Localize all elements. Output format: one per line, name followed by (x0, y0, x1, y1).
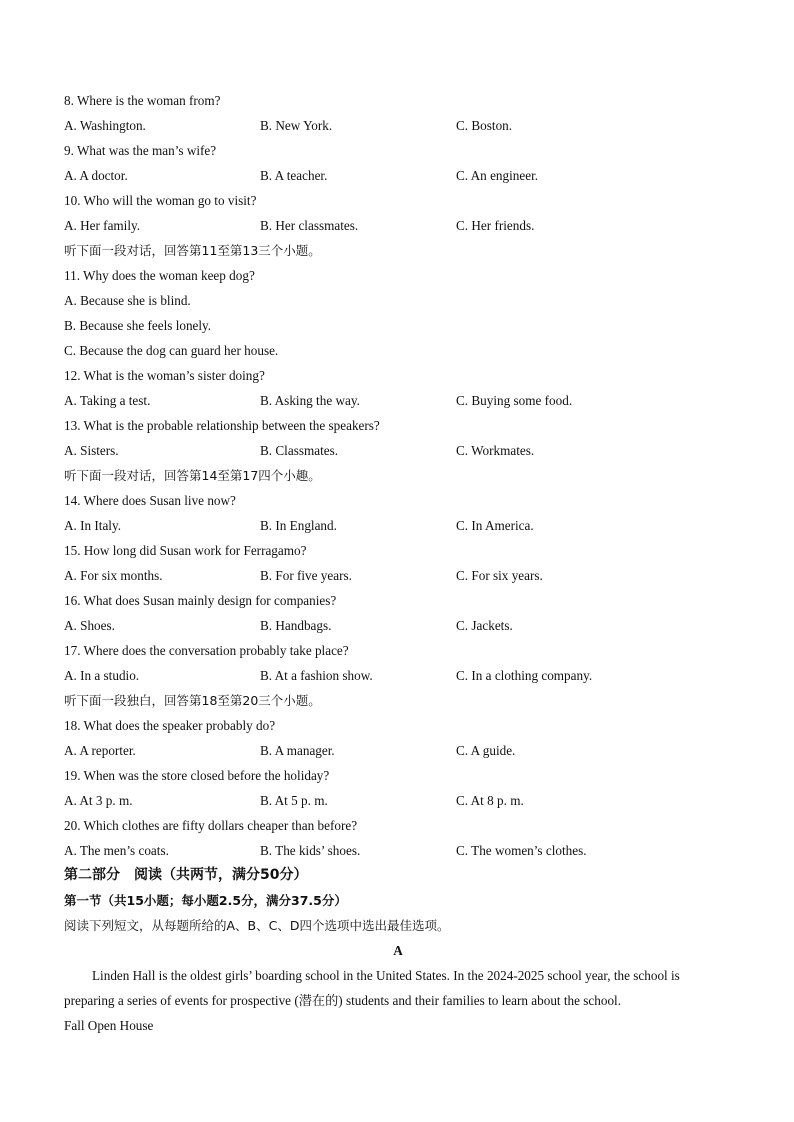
passage-label: A (393, 943, 403, 958)
question-17-options (64, 663, 732, 688)
option-c: C. A guide. (456, 743, 516, 758)
question-15: 15. How long did Susan work for Ferragamo? (64, 543, 307, 558)
instruction-18-20: 听下面一段独白，回答第18至第20三个小题。 (64, 693, 321, 708)
option-c: C. In America. (456, 518, 534, 533)
option-c: C. An engineer. (456, 168, 539, 183)
option-a: A. In Italy. (64, 518, 122, 533)
option-c: C. At 8 p. m. (456, 793, 524, 808)
reading-instruction: 阅读下列短文，从每题所给的A、B、C、D四个选项中选出最佳选项。 (64, 918, 450, 933)
question-11: 11. Why does the woman keep dog? (64, 268, 255, 283)
part-2-title: 第二部分 阅读（共两节，满分50分） (64, 867, 308, 883)
question-12: 12. What is the woman’s sister doing? (64, 368, 265, 383)
question-13: 13. What is the probable relationship between the speakers? (64, 418, 380, 433)
question-14-options (64, 513, 732, 538)
option-c: C. Boston. (456, 118, 513, 133)
option-c: C. For six years. (456, 568, 543, 583)
question-17: 17. Where does the conversation probably take place? (64, 643, 349, 658)
option-a: A. Because she is blind. (64, 293, 191, 308)
option-b: B. Asking the way. (260, 393, 360, 408)
question-16-options (64, 613, 732, 638)
question-14: 14. Where does Susan live now? (64, 493, 236, 508)
option-b: B. A teacher. (260, 168, 328, 183)
question-16: 16. What does Susan mainly design for companies? (64, 593, 337, 608)
question-20-options (64, 838, 732, 863)
option-c: C. The women’s clothes. (456, 843, 587, 858)
option-b: B. Her classmates. (260, 218, 359, 233)
question-9: 9. What was the man’s wife? (64, 143, 217, 158)
option-c: C. In a clothing company. (456, 668, 593, 683)
option-a: A. Shoes. (64, 618, 115, 633)
question-18: 18. What does the speaker probably do? (64, 718, 276, 733)
option-b: B. At a fashion show. (260, 668, 373, 683)
question-20: 20. Which clothes are fifty dollars cheaper than before? (64, 818, 358, 833)
option-c: C. Jackets. (456, 618, 513, 633)
option-a: A. At 3 p. m. (64, 793, 133, 808)
option-b: B. For five years. (260, 568, 352, 583)
question-10: 10. Who will the woman go to visit? (64, 193, 257, 208)
question-10-options (64, 213, 732, 238)
option-b: B. Because she feels lonely. (64, 318, 212, 333)
question-9-options (64, 163, 732, 188)
option-b: B. Handbags. (260, 618, 332, 633)
question-15-options (64, 563, 732, 588)
question-18-options (64, 738, 732, 763)
option-b: B. A manager. (260, 743, 335, 758)
question-13-options (64, 438, 732, 463)
exam-page (64, 88, 732, 1038)
option-c: C. Her friends. (456, 218, 535, 233)
instruction-11-13: 听下面一段对话，回答第11至第13三个小题。 (64, 243, 321, 258)
option-a: A. The men’s coats. (64, 843, 169, 858)
option-a: A. Sisters. (64, 443, 119, 458)
question-8: 8. Where is the woman from? (64, 93, 221, 108)
option-a: A. Washington. (64, 118, 146, 133)
option-b: B. Classmates. (260, 443, 339, 458)
instruction-14-17: 听下面一段对话，回答第14至第17四个小趣。 (64, 468, 321, 483)
subheading: Fall Open House (64, 1018, 154, 1033)
option-a: A. A doctor. (64, 168, 128, 183)
option-a: A. For six months. (64, 568, 163, 583)
option-a: A. In a studio. (64, 668, 140, 683)
option-b: B. In England. (260, 518, 337, 533)
question-19: 19. When was the store closed before the holiday? (64, 768, 330, 783)
option-b: B. New York. (260, 118, 333, 133)
question-12-options (64, 388, 732, 413)
question-8-options (64, 113, 732, 138)
passage-paragraph: Linden Hall is the oldest girls’ boarding school in the United States. In the 2024-2025 school year, the school is preparing a series of events for prospective (潜在的) students and their families to learn about the school. (64, 968, 680, 1008)
option-a: A. A reporter. (64, 743, 136, 758)
question-19-options (64, 788, 732, 813)
option-c: C. Buying some food. (456, 393, 573, 408)
option-a: A. Taking a test. (64, 393, 151, 408)
option-c: C. Because the dog can guard her house. (64, 343, 279, 358)
option-b: B. The kids’ shoes. (260, 843, 361, 858)
option-b: B. At 5 p. m. (260, 793, 328, 808)
section-1-title: 第一节（共15小题；每小题2.5分，满分37.5分） (64, 893, 347, 908)
option-a: A. Her family. (64, 218, 141, 233)
option-c: C. Workmates. (456, 443, 535, 458)
